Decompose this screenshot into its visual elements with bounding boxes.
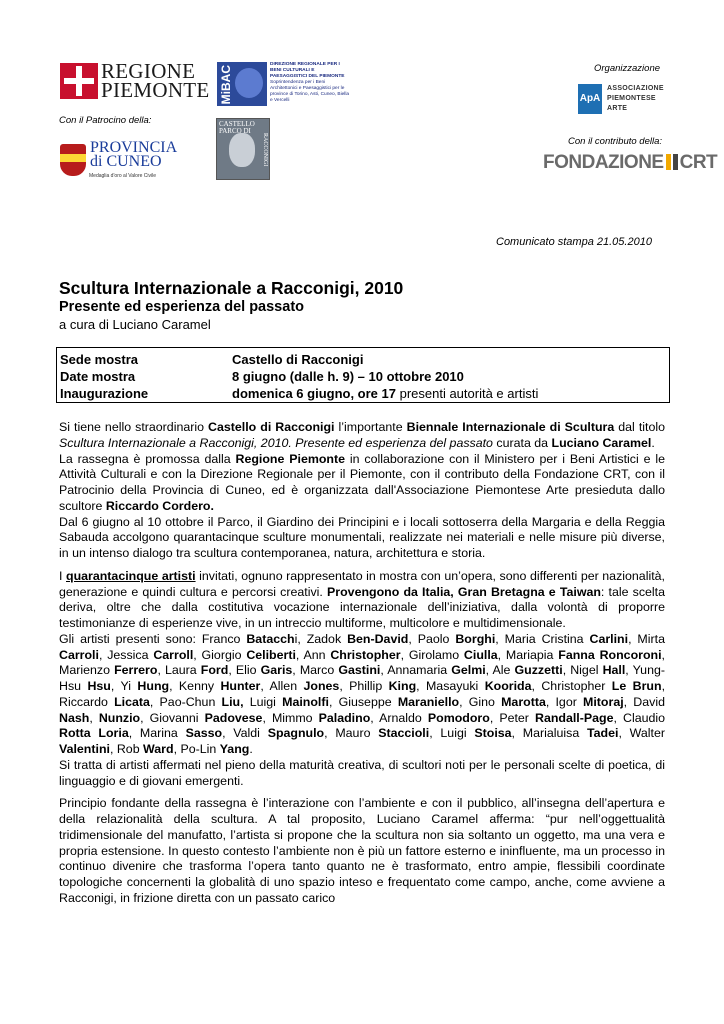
provincia-line1: PROVINCIA [90,139,178,156]
paragraph: Principio fondante della rassegna è l’interazione con l’ambiente e con il pubblico, all’insegna dell’apertura e della relazionalità della scultura. A tal proposito, Luciano Caramel afferma: “pur nell’oggettualità tridimensionale del manufatto, l’artista si propone che la scultura non sia soltanto un oggetto, ma una vera e propria estensione. In questo contesto l’ambiente non è più un fattore esterno e ininfluente, ma un processo in continuo divenire che trasforma l’opera tanto quanto ne è trasformato, entro ampie, flessibili coordinate topologiche concernenti la globalità di uno spazio inteso e frequentato come campo, anche, come avviene a Racconigi, in frizione diretta con un passato carico [59,796,665,905]
provincia-line2: di CUNEO [90,153,162,170]
mibac-description [270,62,350,104]
paragraph: Si tiene nello straordinario Castello di Racconigi l’importante Biennale Internazionale di Scultura dal titolo Scultura Internazionale a Racconigi, 2010. Presente ed esperienza del passato curata da Luciano Caramel. La rassegna è promossa dalla Regione Piemonte in collaborazione con il Ministero per i Beni Artistici e le Attività Culturali e con la Direzione Regionale per il Piemonte, con il contributo della Fondazione CRT, con il Patrocinio della Provincia di Cuneo, ed è organizzata dall'Associazione Piemontese Arte presieduta dallo scultore Riccardo Cordero. Dal 6 giugno al 10 ottobre il Parco, il Giardino dei Principini e i locali sottoserra della Margaria e della Reggia Sabauda accolgono quarantacinque sculture monumentali, realizzate nei materiali e nelle misure più diverse, in un intenso dialogo tra scultura contemporanea, natura, architettura e storia. [59,420,666,560]
info-value: Castello di Racconigi [232,352,364,367]
crt-left: FONDAZIONE [543,152,664,173]
apa-logo-mark: ApA [578,84,602,114]
regione-line1: REGIONE [101,59,196,83]
patrocinio-label: Con il Patrocino della: [59,115,152,126]
apa-line2: PIEMONTESE [607,95,656,102]
regione-piemonte-logo [101,59,210,102]
castello-line1: CASTELLO [219,120,255,128]
fondazione-crt-logo [543,152,717,174]
info-key: Sede mostra [60,352,139,367]
info-value: domenica 6 giugno, ore 17 presenti autorità e artisti [232,386,539,401]
curator: a cura di Luciano Caramel [59,317,211,332]
organizzazione-label: Organizzazione [594,63,661,74]
page-subtitle: Presente ed esperienza del passato [59,299,304,315]
mibac-logo [217,62,267,106]
contributo-label: Con il contributo della: [568,136,662,147]
castello-racconigi-logo [216,118,270,180]
paragraph: I quarantacinque artisti invitati, ognuno rappresentato in mostra con un’opera, sono differenti per nazionalità, generazione e quindi cultura e percorsi creativi. Provengono da Italia, Gran Bretagna e Taiwan: tale scelta deriva, oltre che dalla costitutiva vocazione internazionale dell’iniziativa, dalla volontà di proporre testimonianze di esperienze vive, in un intreccio multiforme, multicolore e multidimensionale. Gli artisti presenti sono: Franco Batacchi, Zadok Ben-David, Paolo Borghi, Maria Cristina Carlini, Mirta Carroli, Jessica Carroll, Giorgio Celiberti, Ann Christopher, Girolamo Ciulla, Mariapia Fanna Roncoroni, Marienzo Ferrero, Laura Ford, Elio Garis, Marco Gastini, Annamaria Gelmi, Ale Guzzetti, Nigel Hall, Yung-Hsu Hsu, Yi Hung, Kenny Hunter, Allen Jones, Phillip King, Masayuki Koorida, Christopher Le Brun, Riccardo Licata, Pao-Chun Liu, Luigi Mainolfi, Giuseppe Maraniello, Gino Marotta, Igor Mitoraj, David Nash, Nunzio, Giovanni Padovese, Mimmo Paladino, Arnaldo Pomodoro, Peter Randall-Page, Claudio Rotta Loria, Marina Sasso, Valdi Spagnulo, Mauro Staccioli, Luigi Stoisa, Marialuisa Tadei, Walter Valentini, Rob Ward, Po-Lin Yang. Si tratta di artisti affermati nel pieno della maturità creativa, di scultori noti per le personali scelte di poetica, di linguaggio e di giovani emergenti. [59,568,666,788]
provincia-cuneo-logo [90,141,177,169]
info-key: Date mostra [60,369,136,384]
apa-logo-text [607,84,664,114]
mibac-line2: Soprintendenza per i Beni Architettonici e Paesaggistici per le province di Torino, Asti, Cuneo, Biella e Vercelli [270,80,350,103]
mibac-line1: DIREZIONE REGIONALE PER I BENI CULTURALI E PAESAGGISTICI DEL PIEMONTE [270,62,345,79]
provincia-subtitle: Medaglia d'oro al Valore Civile [89,173,157,179]
provincia-cuneo-emblem [60,144,86,176]
info-key: Inaugurazione [60,386,149,401]
regione-line2: PIEMONTE [101,78,210,102]
mibac-mark: MiBAC [219,64,233,104]
info-value: 8 giugno (dalle h. 9) – 10 ottobre 2010 [232,369,464,384]
castello-line2: PARCO DI [219,127,251,135]
apa-line3: ARTE [607,105,628,112]
apa-line1: ASSOCIAZIONE [607,85,664,92]
page-title: Scultura Internazionale a Racconigi, 2010 [59,278,404,298]
crt-right: CRT [679,152,718,173]
comunicato-date: Comunicato stampa 21.05.2010 [496,236,652,248]
regione-piemonte-emblem [60,63,98,99]
info-box [56,347,670,403]
body-text [59,420,665,907]
castello-side-text: RACCONIGI [262,133,268,167]
